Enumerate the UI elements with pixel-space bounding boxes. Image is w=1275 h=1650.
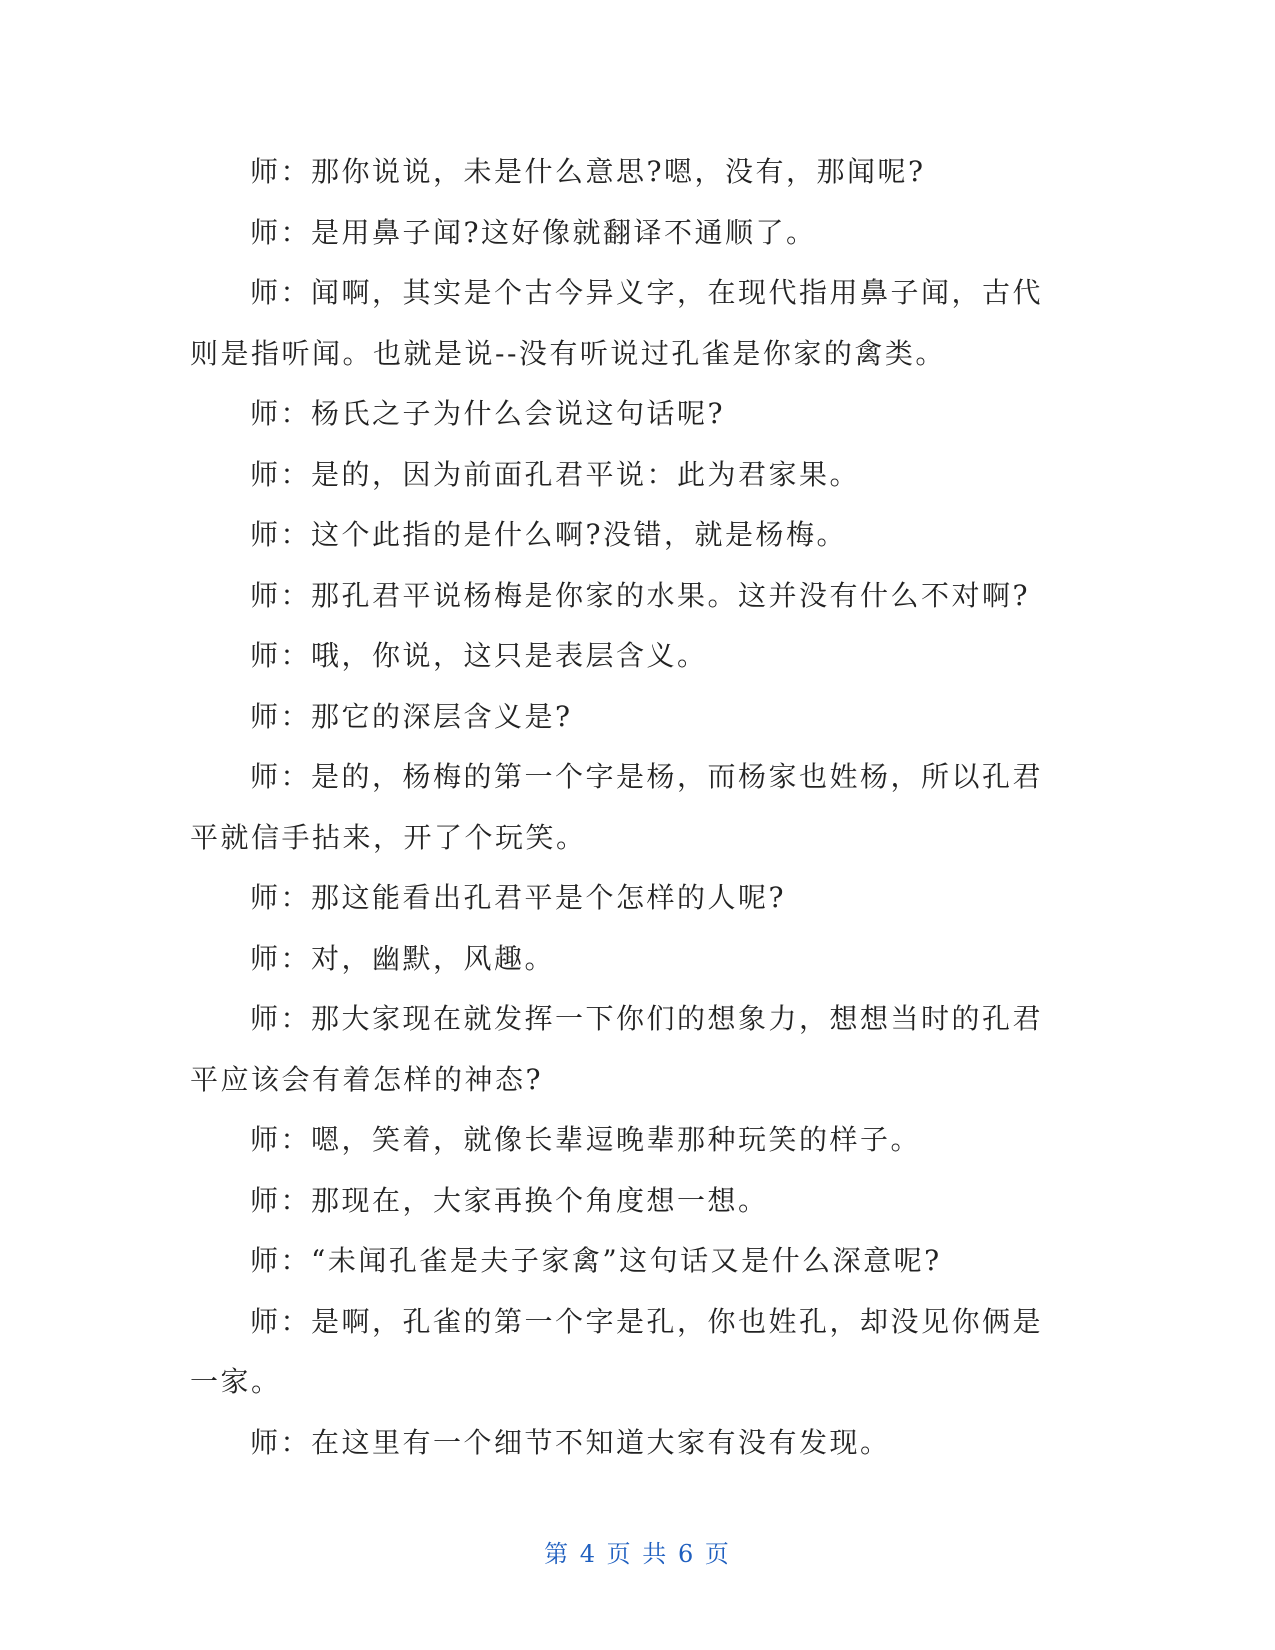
paragraph: 师：那这能看出孔君平是个怎样的人呢? <box>250 881 787 914</box>
paragraph: 师：这个此指的是什么啊?没错，就是杨梅。 <box>250 518 848 551</box>
paragraph: 师：是用鼻子闻?这好像就翻译不通顺了。 <box>250 215 817 249</box>
paragraph: 师：那大家现在就发挥一下你们的想象力，想想当时的孔君平应该会有着怎样的神态? <box>190 1002 1044 1096</box>
paragraph: 师：那孔君平说杨梅是你家的水果。这并没有什么不对啊? <box>250 578 1031 612</box>
paragraph: 师：那它的深层含义是? <box>250 699 573 733</box>
paragraph: 师：“未闻孔雀是夫子家禽”这句话又是什么深意呢? <box>250 1244 942 1277</box>
document-body <box>190 142 1070 1473</box>
paragraph: 师：是啊，孔雀的第一个字是孔，你也姓孔，却没见你俩是一家。 <box>190 1304 1044 1398</box>
paragraph: 师：哦，你说，这只是表层含义。 <box>250 639 708 672</box>
paragraph: 师：是的，因为前面孔君平说：此为君家果。 <box>250 457 861 491</box>
paragraph: 师：那你说说，未是什么意思?嗯，没有，那闻呢? <box>250 155 926 188</box>
page-number-footer: 第 4 页 共 6 页 <box>544 1540 731 1568</box>
paragraph: 师：在这里有一个细节不知道大家有没有发现。 <box>250 1425 891 1459</box>
paragraph: 师：那现在，大家再换个角度想一想。 <box>250 1183 769 1217</box>
paragraph: 师：闻啊，其实是个古今异义字，在现代指用鼻子闻，古代则是指听闻。也就是说--没有听说过孔雀是你家的禽类。 <box>190 276 1044 370</box>
paragraph: 师：杨氏之子为什么会说这句话呢? <box>250 397 726 430</box>
paragraph: 师：嗯，笑着，就像长辈逗晚辈那种玩笑的样子。 <box>250 1123 922 1156</box>
paragraph: 师：是的，杨梅的第一个字是杨，而杨家也姓杨，所以孔君平就信手拈来，开了个玩笑。 <box>190 760 1044 854</box>
paragraph: 师：对，幽默，风趣。 <box>250 941 556 975</box>
